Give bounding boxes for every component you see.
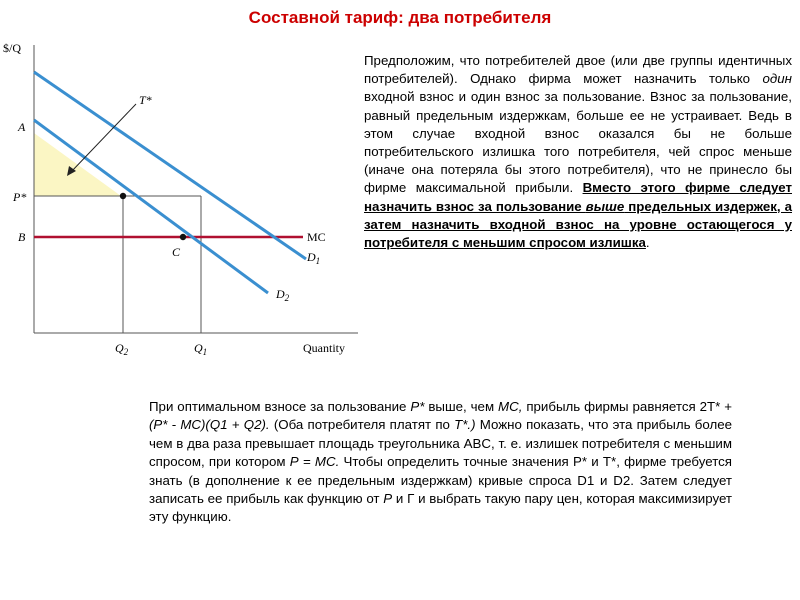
para2-seg-3: выше, чем: [424, 399, 499, 414]
tstar-arrow: [71, 104, 136, 172]
para1-emphasis-2: предельных издержек, а затем назначить входной взнос на уровне остающегося у потребителя с меньшим спросом излишка: [364, 198, 792, 251]
two-part-tariff-diagram: [0, 32, 365, 362]
para2-seg-11: Чтобы определить точные значения Р* и Т*, фирме требуется знать (в дополнение к ее предельным издержкам) кривые спроса D1 и D2. Затем следует записать ее прибыль как функцию от: [149, 454, 732, 507]
axis-x-label: Quantity: [303, 341, 345, 355]
d2-label: $D_2$: [276, 287, 290, 303]
para2-seg-10: Р = МС.: [289, 454, 340, 470]
axis-y-label: $/Q: [3, 41, 21, 55]
para1-italic-one: один: [762, 71, 792, 87]
point-q2-dot: [120, 193, 126, 199]
mc-label: MC: [307, 230, 326, 244]
para2-seg-7: (Оба потребителя платят по: [269, 417, 455, 433]
page-title: Составной тариф: два потребителя: [248, 8, 552, 27]
tstar-label: T*: [139, 93, 152, 107]
para2-seg-12: Р: [383, 491, 393, 507]
para2-seg-6: (Р* - МС)(Q1 + Q2).: [149, 417, 270, 433]
d1-label: $D_1$: [307, 250, 321, 266]
explanation-paragraph-2: [149, 398, 732, 527]
para1-emphasis-above: выше: [585, 198, 625, 214]
point-c-dot: [180, 234, 186, 240]
explanation-paragraph-1: [364, 52, 792, 252]
para2-seg-9: Можно показать, что эта прибыль более чем в два раза превышает площадь треугольника ABC, т. е. излишек потребителя с меньшим спросом, при котором: [149, 417, 733, 470]
para2-seg-2: Р*: [410, 399, 425, 414]
para2-seg-4: МС,: [498, 399, 523, 414]
para2-seg-1: При оптимальном взносе за пользование: [149, 399, 411, 414]
para2-seg-8: Т*.): [454, 417, 476, 433]
point-b-label: B: [18, 230, 26, 244]
demand-curve-d2: [34, 120, 268, 293]
para1-emphasis-1: Вместо этого фирме следует назначить взнос за пользование: [364, 180, 792, 214]
tick-q1-label: $Q_1$: [194, 341, 208, 357]
para2-seg-5: прибыль фирмы равняется 2Т* +: [522, 399, 732, 414]
para1-text-1: Предположим, что потребителей двое (или две группы идентичных потребителей). Однако фирма может назначить только: [364, 53, 792, 87]
point-pstar-label: P*: [13, 190, 27, 204]
diagram-svg: [0, 32, 365, 362]
tick-q2-label: $Q_2$: [115, 341, 129, 357]
para2-seg-13: и Г и выбрать такую пару цен, которая максимизирует эту функцию.: [149, 491, 733, 525]
para1-period: .: [645, 235, 650, 251]
point-a-label: A: [18, 120, 26, 134]
para1-text-2: входной взнос и один взнос за пользование. Взнос за пользование, равный предельным издержкам, больше ее не устраивает. Ведь в этом случае входной взнос оказался бы не больше потребительского излишка того потребителя, чей спрос меньше (иначе она потеряла бы этого потребителя), что не принесло бы фирме максимальной прибыли.: [364, 89, 792, 196]
point-c-label: C: [172, 245, 181, 259]
